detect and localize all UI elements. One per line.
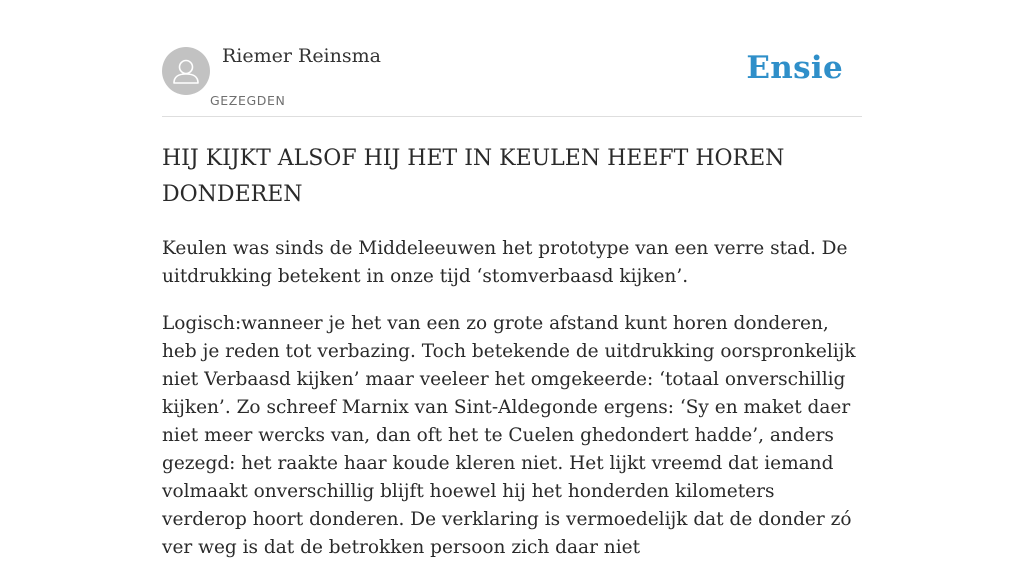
article-page [162,0,862,562]
article-header [162,0,862,117]
article-paragraph-1: Keulen was sinds de Middeleeuwen het prototype van een verre stad. De uitdrukking betekent in onze tijd ‘stomverbaasd kijken’. [162,238,848,287]
author-avatar[interactable] [162,47,210,95]
user-silhouette-icon [162,47,210,95]
ensie-logo[interactable]: Ensie [746,50,843,86]
author-name[interactable]: Riemer Reinsma [222,45,381,67]
article-title: HIJ KIJKT ALSOF HIJ HET IN KEULEN HEEFT HOREN DONDEREN [162,146,785,207]
article-paragraph-2: Logisch:wanneer je het van een zo grote afstand kunt horen donderen, heb je reden tot verbazing. Toch betekende de uitdrukking oorspronkelijk niet Verbaasd kijken’ maar veeleer het omgekeerde: ‘totaal onverschillig kijken’. Zo schreef Marnix van Sint-Aldegonde ergens: ‘Sy en maket daer niet meer wercks van, dan oft het te Cuelen ghedondert hadde’, anders gezegd: het raakte haar koude kleren niet. Het lijkt vreemd dat iemand volmaakt onverschillig blijft hoewel hij het honderden kilometers verderop hoort donderen. De verklaring is vermoedelijk dat de donder zó ver weg is dat de betrokken persoon zich daar niet [162,313,856,558]
category-label[interactable]: GEZEGDEN [210,93,286,108]
